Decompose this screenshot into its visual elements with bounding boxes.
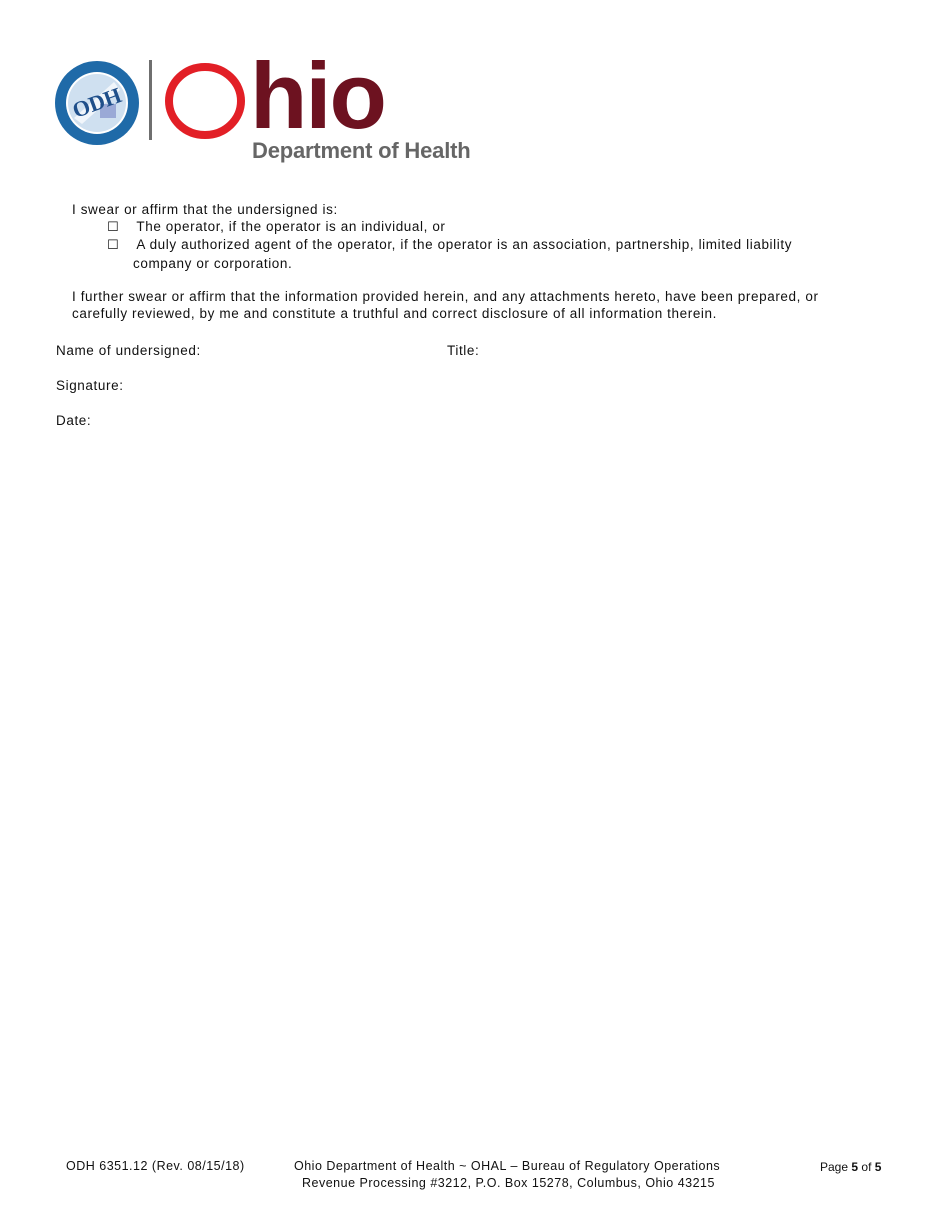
date-label: Date: [56,413,92,428]
further-affirmation-cont: carefully reviewed, by me and constitute a truthful and correct disclosure of all information therein. [72,306,717,321]
option-individual-text: The operator, if the operator is an individual, or [136,219,446,234]
signature-label: Signature: [56,378,124,393]
odh-seal-icon [54,60,140,146]
logo-divider [149,60,152,140]
form-id: ODH 6351.12 (Rev. 08/15/18) [66,1159,245,1173]
footer-line1: Ohio Department of Health ~ OHAL – Bureau of Regulatory Operations [294,1159,721,1173]
checkbox-individual[interactable]: ☐ [107,219,120,234]
page-word: Page [820,1160,849,1174]
page-current: 5 [851,1160,859,1174]
name-label: Name of undersigned: [56,343,201,358]
page-total: 5 [874,1160,882,1174]
option-individual [107,218,446,236]
checkbox-agent[interactable]: ☐ [107,237,120,252]
odh-logo [54,43,514,168]
further-affirmation: I further swear or affirm that the information provided herein, and any attachments hereto, have been prepared, or [72,289,819,304]
option-agent-cont: company or corporation. [133,256,293,271]
page-of: of [861,1160,872,1174]
option-agent-text: A duly authorized agent of the operator, if the operator is an association, partnership, limited liability [136,237,793,252]
logo-wordmark-rest: hio [250,43,385,148]
footer-line2: Revenue Processing #3212, P.O. Box 15278, Columbus, Ohio 43215 [302,1176,715,1190]
logo-subtitle: Department of Health [252,138,471,163]
seal-letters: ODH [69,82,125,123]
ohio-o-letter [164,62,246,140]
affirmation-intro: I swear or affirm that the undersigned is: [72,202,338,217]
page-number [820,1160,881,1174]
title-label: Title: [447,343,480,358]
option-agent [107,236,792,254]
